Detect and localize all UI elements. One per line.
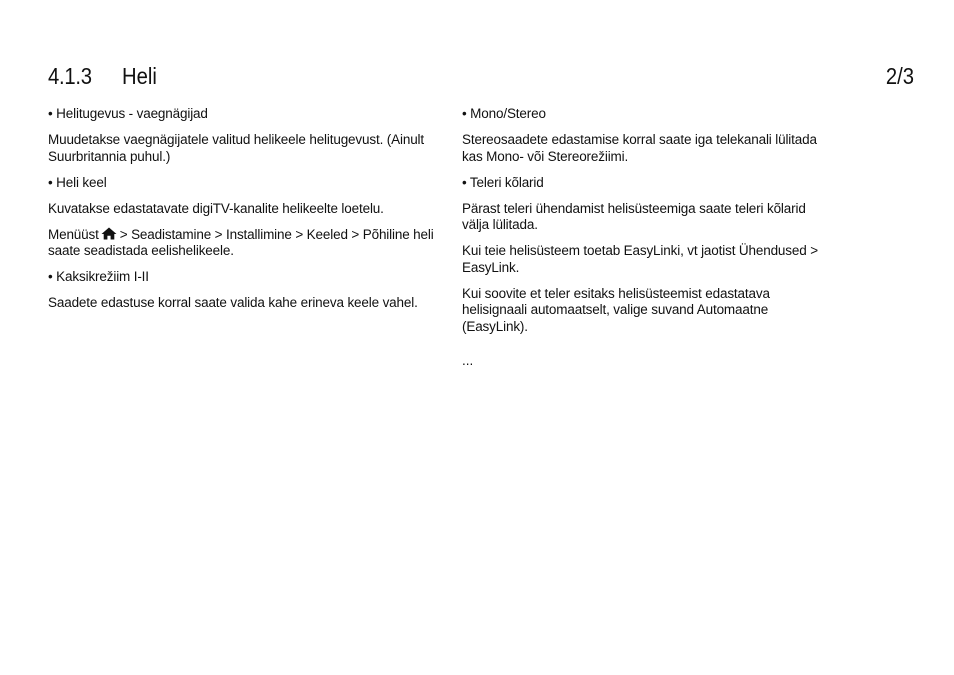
menu-path-rest: > Seadistamine > Installimine > Keeled > Põhiline heli saate seadistada eelishelikeele. xyxy=(48,226,434,258)
helitugevus-heading: • Helitugevus - vaegnägijad xyxy=(48,106,208,121)
menu-path-paragraph xyxy=(48,227,438,260)
teleri-kolarid-heading: • Teleri kõlarid xyxy=(462,174,544,190)
section-number: 4.1.3 xyxy=(48,63,92,89)
teleri-kolarid-text: Pärast teleri ühendamist helisüsteemiga saate teleri kõlarid välja lülitada. xyxy=(462,200,806,232)
home-icon xyxy=(101,227,117,240)
mono-stereo-heading: • Mono/Stereo xyxy=(462,106,546,121)
automaatne-text: Kui soovite et teler esitaks helisüsteemist edastatava helisignaali automaatselt, valige suvand Automaatne (EasyLink). xyxy=(462,285,770,334)
continuation-ellipsis: ... xyxy=(462,353,474,368)
page-title: Heli xyxy=(122,63,157,89)
menu-path-prefix: Menüüst xyxy=(48,226,99,242)
heli-keel-heading: • Heli keel xyxy=(48,174,107,190)
page-header xyxy=(48,62,914,92)
helitugevus-text: Muudetakse vaegnägijatele valitud helikeele helitugevust. (Ainult Suurbritannia puhul.) xyxy=(48,132,424,164)
page-indicator: 2/3 xyxy=(885,63,914,89)
kaksikreziim-heading: • Kaksikrežiim I-II xyxy=(48,269,149,284)
easylink-text: Kui teie helisüsteem toetab EasyLinki, vt jaotist Ühendused > EasyLink. xyxy=(462,243,818,275)
heli-keel-text: Kuvatakse edastatavate digiTV-kanalite helikeelte loetelu. xyxy=(48,200,384,216)
left-column xyxy=(48,106,438,321)
kaksikreziim-text: Saadete edastuse korral saate valida kahe erineva keele vahel. xyxy=(48,295,418,310)
mono-stereo-text: Stereosaadete edastamise korral saate iga telekanali lülitada kas Mono- või Stereorežiimi. xyxy=(462,132,817,164)
right-column xyxy=(462,106,822,383)
